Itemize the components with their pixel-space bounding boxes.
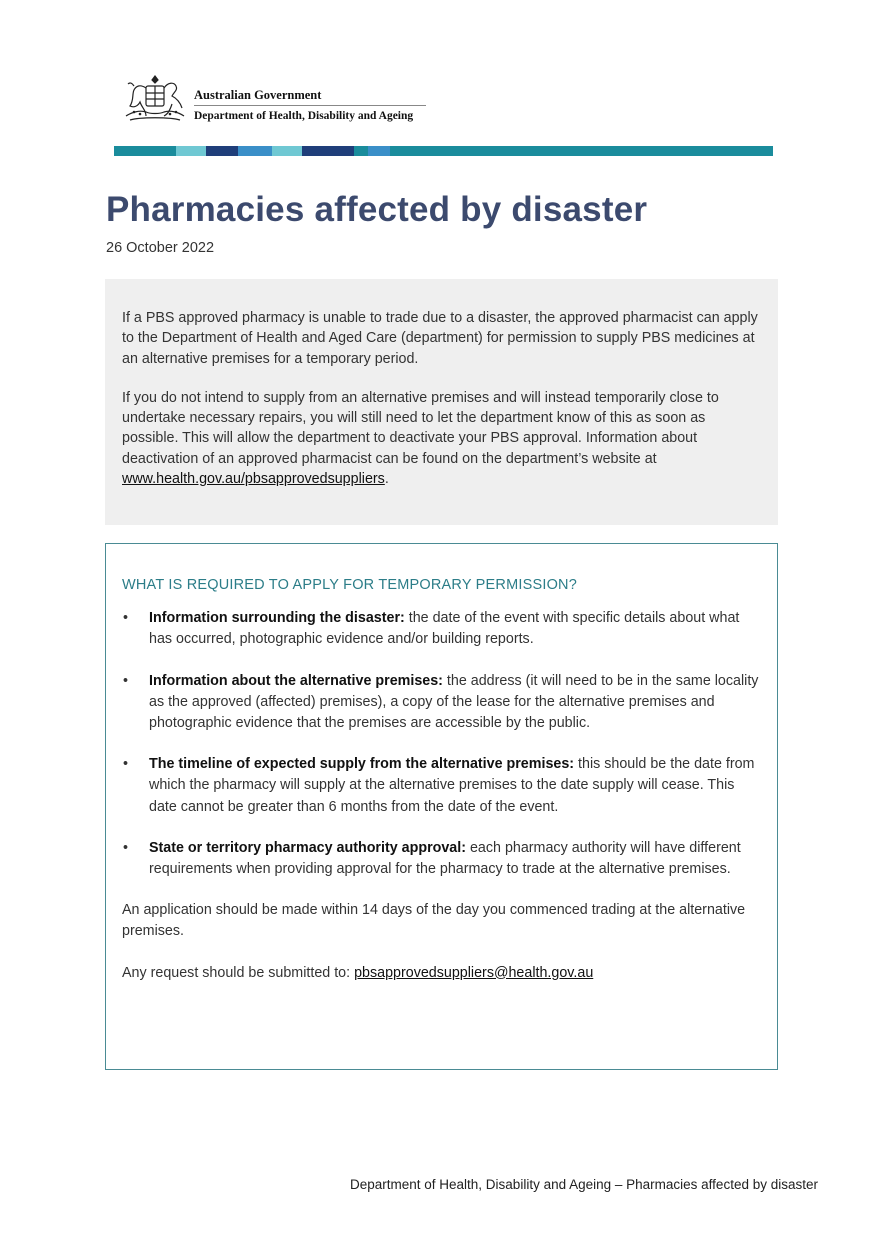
bullet-icon: • xyxy=(123,672,129,689)
list-item-title: Information surrounding the disaster: xyxy=(149,610,405,627)
list-item-title: The timeline of expected supply from the alternative premises: xyxy=(149,756,575,773)
bullet-icon: • xyxy=(123,610,129,627)
header-color-strip xyxy=(114,146,773,156)
page-title: Pharmacies affected by disaster xyxy=(106,190,648,229)
requirements-box xyxy=(105,543,778,1070)
strip-segment xyxy=(206,146,238,156)
intro-box xyxy=(105,279,778,525)
list-item xyxy=(122,754,761,818)
application-deadline-note: An application should be made within 14 days of the day you commenced trading at the alternative premises. xyxy=(122,902,746,940)
bullet-icon: • xyxy=(123,839,129,856)
strip-segment xyxy=(390,146,773,156)
page-footer: Department of Health, Disability and Ageing – Pharmacies affected by disaster xyxy=(349,1177,818,1192)
list-item-title: State or territory pharmacy authority approval: xyxy=(149,839,466,856)
contact-line xyxy=(122,963,761,984)
list-item xyxy=(122,608,761,650)
list-item-text: this should be the date from which the pharmacy will supply at the alternative premises to the date supply will cease. This date cannot be greater than 6 months from the date of the event. xyxy=(149,756,755,815)
intro-paragraph-2 xyxy=(122,388,762,489)
coat-of-arms-icon xyxy=(120,74,190,126)
strip-segment xyxy=(114,146,176,156)
list-item-text: the date of the event with specific details about what has occurred, photographic evidence and/or building reports. xyxy=(149,610,740,648)
department-name: Department of Health, Disability and Ageing xyxy=(194,110,414,122)
intro-paragraph-1: If a PBS approved pharmacy is unable to trade due to a disaster, the approved pharmacist can apply to the Department of Health and Aged Care (department) for permission to supply PBS medicines at an alternative premises for a temporary period. xyxy=(122,310,758,367)
publication-date: 26 October 2022 xyxy=(106,240,215,256)
intro-paragraph-2-text: If you do not intend to supply from an alternative premises and will instead temporarily close to undertake necessary repairs, you will still need to let the department know of this as soon as possible. This will allow the department to deactivate your PBS approval. Information about deactivation of an approved pharmacist can be found on the department’s website at xyxy=(122,389,719,467)
contact-email-link[interactable]: pbsapprovedsuppliers@health.gov.au xyxy=(354,964,594,981)
government-name: Australian Government xyxy=(194,88,322,102)
strip-segment xyxy=(368,146,390,156)
pbs-approved-suppliers-link[interactable]: www.health.gov.au/pbsapprovedsuppliers xyxy=(122,471,385,488)
list-item xyxy=(122,671,761,735)
bullet-icon: • xyxy=(123,756,129,773)
list-item xyxy=(122,838,761,880)
strip-segment xyxy=(302,146,354,156)
list-item-text: each pharmacy authority will have different requirements when providing approval for the pharmacy to trade at the alternative premises. xyxy=(149,839,741,878)
header-divider xyxy=(194,105,426,106)
list-item-text: the address (it will need to be in the same locality as the approved (affected) premises), a copy of the lease for the alternative premises and photographic evidence that the premises are accessible by the public. xyxy=(149,672,759,732)
strip-segment xyxy=(238,146,272,156)
intro-paragraph-2-end: . xyxy=(384,471,389,488)
contact-prefix: Any request should be submitted to: xyxy=(122,964,355,981)
strip-segment xyxy=(272,146,302,156)
requirements-list xyxy=(122,608,761,880)
list-item-title: Information about the alternative premises: xyxy=(149,672,443,689)
strip-segment xyxy=(176,146,206,156)
strip-segment xyxy=(354,146,368,156)
requirements-heading: WHAT IS REQUIRED TO APPLY FOR TEMPORARY PERMISSION? xyxy=(122,577,577,593)
